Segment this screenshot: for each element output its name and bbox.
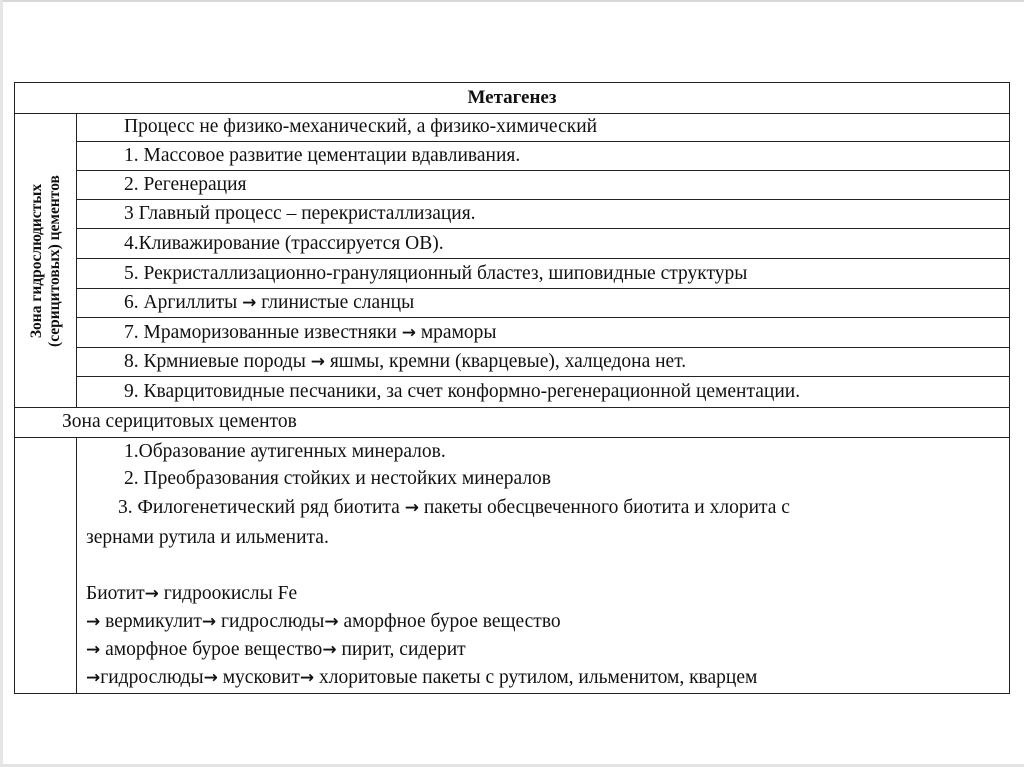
table-title: Метагенез [467,87,557,108]
table-border-right [1009,82,1010,694]
lower-item: 1.Образование аутигенных минералов. [124,441,446,462]
side-label-line: Зона гидрослюдистых [28,183,45,339]
arrow-right-icon: → [322,640,337,660]
chain-line: → вермикулит→ гидрослюды→ аморфное бурое вещество [86,611,561,632]
arrow-right-icon: → [242,293,257,313]
arrow-right-icon: → [203,668,218,688]
chain-line: Биотит→ гидроокислы Fe [86,583,298,604]
metagenesis-table [14,82,1010,694]
side-label-cell [15,115,77,408]
page-border-top [0,0,1024,2]
column-divider [76,437,77,694]
arrow-right-icon: → [404,498,419,518]
table-row: 3 Главный процесс – перекристаллизация. [124,203,476,224]
table-row: 6. Аргиллиты → глинистые сланцы [124,292,415,313]
table-border-bottom [14,693,1010,694]
side-label-line: (серицитовых) цементов [46,175,63,347]
table-row: 2. Регенерация [124,174,247,195]
arrow-right-icon: → [299,668,315,688]
table-row: 1. Массовое развитие цементации вдавливания. [124,145,521,166]
chain-line: →гидрослюды→ мусковит→ хлоритовые пакеты с рутилом, ильменитом, кварцем [86,667,758,688]
arrow-right-icon: → [324,612,339,632]
table-row: 8. Крмниевые породы → яшмы, кремни (кварцевые), халцедона нет. [124,351,687,372]
zone-label-sericite: Зона серицитовых цементов [62,411,297,432]
arrow-right-icon: → [86,612,101,632]
table-row: 7. Мраморизованные известняки → мраморы [124,322,497,343]
arrow-right-icon: → [401,323,416,343]
table-row: 5. Рекристаллизационно-грануляционный бластез, шиповидные структуры [124,263,748,284]
arrow-right-icon: → [86,640,101,660]
chain-line: → аморфное бурое вещество→ пирит, сидерит [86,639,466,660]
page-border-left [0,0,3,767]
row-divider [14,407,1010,408]
arrow-right-icon: → [144,584,159,604]
table-row: Процесс не физико-механический, а физико-химический [124,116,598,137]
arrow-right-icon: → [310,352,325,372]
lower-item: зернами рутила и ильменита. [86,527,329,548]
arrow-right-icon: → [86,668,101,688]
table-row: 4.Кливажирование (трассируется ОВ). [124,233,444,254]
side-label [28,116,64,406]
table-border-top [14,82,1010,83]
table-row: 9. Кварцитовидные песчаники, за счет конформно-регенерационной цементации. [124,381,801,402]
lower-item: 2. Преобразования стойких и нестойких минералов [124,468,552,489]
lower-item: 3. Филогенетический ряд биотита → пакеты обесцвеченного биотита и хлорита с [118,497,790,518]
arrow-right-icon: → [201,612,217,632]
